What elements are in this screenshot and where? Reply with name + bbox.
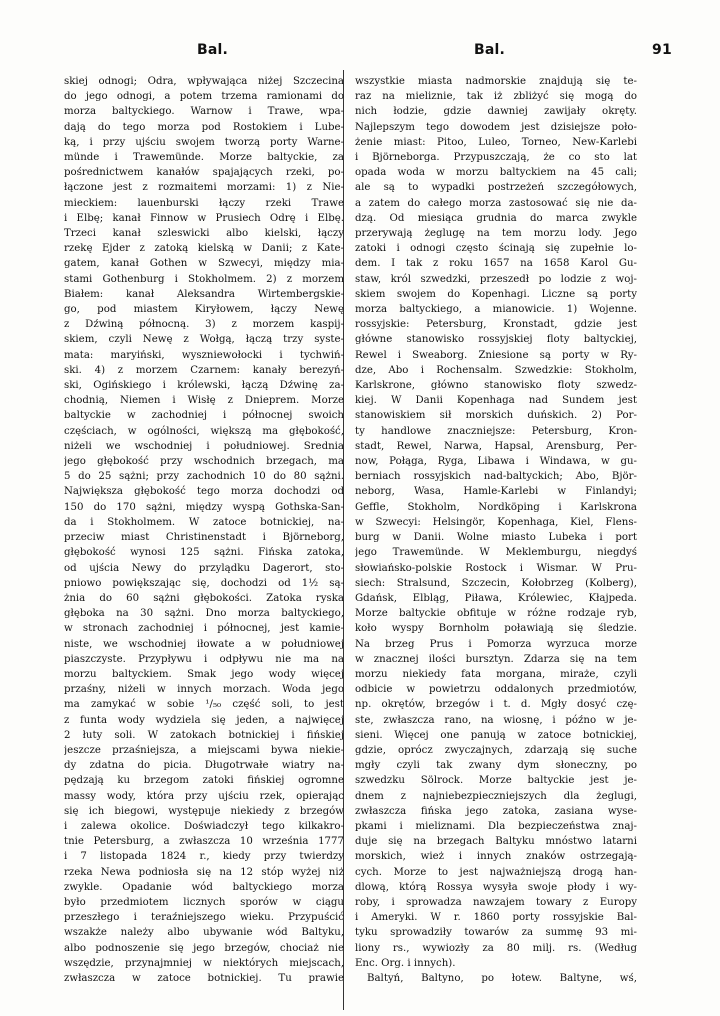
text-line: Geffle, Stokholm, Nordköping i Karlskrona <box>355 501 637 513</box>
text-line: częściach, w ogólności, większą ma głębokość, <box>64 425 344 437</box>
text-line: tnie Petersburg, a zwłaszcza 10 września 1777 <box>64 836 344 848</box>
text-line: od ujścia Newy do przylądku Dagerort, sto- <box>64 562 344 574</box>
text-line: i Björneborga. Przypuszczają, że co sto lat <box>355 152 637 164</box>
text-line: 150 do 170 sążni, między wyspą Gothska-San- <box>64 501 344 513</box>
text-line: massy wody, która przy ujściu rzek, opierając <box>64 790 344 802</box>
text-line: Karlskrone, główno stanowisko floty szwedz- <box>355 380 637 392</box>
text-line: dają do tego morza pod Rostokiem i Lube- <box>64 121 344 133</box>
text-line: zwłaszcza w zatoce botnickiej. Tu prawie <box>64 972 344 984</box>
text-line: koło wyspy Bornholm poławiają się śledzie. <box>355 623 637 635</box>
text-line: rossyjskie: Petersburg, Kronstadt, gdzie jest <box>355 319 637 331</box>
text-line: skiem swojem do Kopenhagi. Liczne są porty <box>355 288 637 300</box>
text-line: odbicie w powietrzu oddalonych przedmiotów, <box>355 684 637 696</box>
text-line: Największa głębokość tego morza dochodzi od <box>64 486 344 498</box>
text-line: morzu niekiedy fata morgana, miraże, czyli <box>355 668 637 680</box>
text-line: niżeli we wschodniej i południowej. Srednia <box>64 440 344 452</box>
text-line: dzą. Od miesiąca grudnia do marca zwykle <box>355 212 637 224</box>
text-line: pośrednictwem kanałów spajających rzeki, po- <box>64 167 344 179</box>
text-line: ski, Ogińskiego i królewski, łączą Dźwinę za- <box>64 380 344 392</box>
text-line: jego głębokość przy wschodnich brzegach, ma <box>64 456 344 468</box>
text-line: sieni. Więcej one panują w zatoce botnickiej, <box>355 729 637 741</box>
text-line: münde i Trawemünde. Morze baltyckie, za <box>64 152 344 164</box>
text-line: piaszczyste. Przypływu i odpływu nie ma na <box>64 653 344 665</box>
text-line: ale są to wypadki postrzeżeń szczegółowych, <box>355 182 637 194</box>
text-line: Gdańsk, Elbląg, Piława, Królewiec, Kłajpeda. <box>355 592 637 604</box>
text-line: skiem, czyli Newę z Wołgą, łączą trzy syste- <box>64 334 344 346</box>
text-line: Na brzeg Prus i Pomorza wyrzuca morze <box>355 638 637 650</box>
text-line: morskich, wież i innych znaków ostrzegają- <box>355 851 637 863</box>
page-number: 91 <box>652 42 672 58</box>
text-line: gdzie, oprócz zwyczajnych, zdarzają się suche <box>355 744 637 756</box>
text-line: z Dźwiną północną. 3) z morzem kaspij- <box>64 319 344 331</box>
text-line: morza baltyckiego, a mianowicie. 1) Wojenne. <box>355 304 637 316</box>
text-line: żenie miast: Pitoo, Luleo, Torneo, New-Karlebi <box>355 136 637 148</box>
text-line: zwłaszcza fińska jego zatoka, zasiana wyse- <box>355 805 637 817</box>
text-line: 5 do 25 sążni; przy zachodnich 10 do 80 sążni. <box>64 471 344 483</box>
text-line: da i Stokholmem. W zatoce botnickiej, na- <box>64 516 344 528</box>
text-line: i Ameryki. W r. 1860 porty rossyjskie Bal- <box>355 912 637 924</box>
text-line: duje się na brzegach Baltyku mnóstwo latarni <box>355 836 637 848</box>
text-line: niste, we wschodniej iłowate a w południowej <box>64 638 344 650</box>
text-line: cych. Morze to jest najważniejszą drogą han- <box>355 866 637 878</box>
text-line: Rewel i Sweaborg. Zniesione są porty w Ry- <box>355 349 637 361</box>
text-line: stanowiskiem sił morskich duńskich. 2) Por- <box>355 410 637 422</box>
text-line: Enc. Org. i innych). <box>355 957 456 969</box>
text-line: się ich biegowi, występuje niekiedy z brzegów <box>64 805 344 817</box>
text-line: Trzeci kanał szleswicki albo kielski, łączy <box>64 228 344 240</box>
text-line: stami Gothenburg i Stokholmem. 2) z morzem <box>64 273 344 285</box>
text-line: go, pod miastem Kiryłowem, łączy Newę <box>64 304 344 316</box>
text-line: w stronach zachodniej i północnej, jest kamie- <box>64 623 344 635</box>
text-line: 2 łuty soli. W zatokach botnickiej i fińskiej <box>64 729 344 741</box>
text-line: morza baltyckiego. Warnow i Trawe, wpa- <box>64 106 344 118</box>
text-line: dem. I tak z roku 1657 na 1658 Karol Gu- <box>355 258 637 270</box>
text-line: pniowo powiększając się, dochodzi od 1½ są- <box>64 577 344 589</box>
text-line: mgły czyli tak zwany dym słoneczny, po <box>355 760 637 772</box>
text-line: przeciw miast Christinenstadt i Björneborg, <box>64 532 344 544</box>
text-line: z funta wody wydziela się jeden, a najwięcej <box>64 714 344 726</box>
text-line: i Elbę; kanał Finnow w Prusiech Odrę i Elbę. <box>64 212 344 224</box>
text-line: Morze baltyckie obfituje w różne rodzaje ryb, <box>355 608 637 620</box>
text-line: ma zamykać w sobie ¹/₅₀ część soli, to jest <box>64 699 344 711</box>
text-line: ty handlowe znaczniejsze: Petersburg, Kron- <box>355 425 637 437</box>
text-line: przeszłego i teraźniejszego wieku. Przypuścić <box>64 912 344 924</box>
text-line: wszędzie, przynajmniej w niektórych miejscach, <box>64 957 344 969</box>
text-line: dnem z najniebezpieczniejszych dla żeglugi, <box>355 790 637 802</box>
text-line: ste, zwłaszcza rano, na wiosnę, i późno w je- <box>355 714 637 726</box>
text-line: szwedzku Sölrock. Morze baltyckie jest je- <box>355 775 637 787</box>
text-line: nich łodzie, gdzie dawniej zawijały okręty. <box>355 106 637 118</box>
text-line: dy zdatna do picia. Długotrwałe wiatry na- <box>64 760 344 772</box>
text-line: a zatem do całego morza zastosować się nie da- <box>355 197 637 209</box>
text-line: burg w Danii. Wolne miasto Lubeka i port <box>355 532 637 544</box>
text-line: zatoki i odnogi często ścinają się zupełnie lo- <box>355 243 637 255</box>
text-line: główne stanowisko rossyjskiej floty baltyckiej, <box>355 334 637 346</box>
text-line: i zalewa okolice. Doświadczył tego kilkakro- <box>64 820 344 832</box>
text-line: wszystkie miasta nadmorskie znajdują się te- <box>355 76 637 87</box>
text-line: ką, i przy ujściu swojem tworzą porty Warne- <box>64 136 344 148</box>
text-line: jego Trawemünde. W Meklemburgu, niegdyś <box>355 547 637 559</box>
text-line: Najlepszym tego dowodem jest dzisiejsze poło- <box>355 121 637 133</box>
text-line: neborg, Wasa, Hamle-Karlebi w Finlandyi; <box>355 486 637 498</box>
text-line: kiej. W Danii Kopenhaga nad Sundem jest <box>355 395 637 407</box>
text-line: było przedmiotem licznych sporów w ciągu <box>64 896 344 908</box>
text-line: żnia do 60 sążni głębokości. Zatoka ryska <box>64 592 344 604</box>
text-line: raz na mieliznie, tak iż zbliżyć się mogą do <box>355 91 637 103</box>
text-line: baltyckie w zachodniej i północnej swoich <box>64 410 344 422</box>
text-line: skiej odnogi; Odra, wpływająca niżej Szczecina <box>64 76 344 87</box>
text-line: głębokość wynosi 125 sążni. Fińska zatoka, <box>64 547 344 559</box>
text-line: dze, Abo i Rochensalm. Szwedzkie: Stokholm, <box>355 364 637 376</box>
text-line: staw, król szwedzki, przeszedł po lodzie z woj- <box>355 273 637 285</box>
text-line: rzekę Ejder z zatoką kielską w Danii; z Kate- <box>64 243 344 255</box>
text-line: dlową, którą Rossya wysyła swoje płody i wy- <box>355 881 637 893</box>
running-head-center: Bal. <box>474 42 506 58</box>
text-line: chodnią, Niemen i Wisłę z Dnieprem. Morze <box>64 395 344 407</box>
text-line: Białem: kanał Aleksandra Wirtembergskie- <box>64 288 344 300</box>
text-line: np. okrętów, brzegów i t. d. Mgły dosyć czę- <box>355 699 637 711</box>
text-line: i 7 listopada 1824 r., kiedy przy twierdzy <box>64 851 344 863</box>
text-line: roby, i sprowadza nawzajem towary z Europy <box>355 896 637 908</box>
text-line: berniach rossyjskich nad-baltyckich; Abo, Björ- <box>355 471 637 483</box>
text-line: w Szwecyi: Helsingör, Kopenhaga, Kiel, Flens- <box>355 516 637 528</box>
text-line: pkami i mieliznami. Dla bezpieczeństwa znaj- <box>355 820 637 832</box>
text-line: morzu baltyckiem. Smak jego wody więcej <box>64 668 344 680</box>
text-line: now, Połąga, Ryga, Libawa i Windawa, w gu- <box>355 456 637 468</box>
text-line: słowiańsko-polskie Rostock i Wismar. W Pru- <box>355 562 637 574</box>
text-line: mieckiem: lauenburski łączy rzeki Trawe <box>64 197 344 209</box>
text-line: Baltyń, Baltyno, po łotew. Baltyne, wś, <box>367 972 637 984</box>
text-line: stadt, Rewel, Narwa, Hapsal, Arensburg, Per- <box>355 440 637 452</box>
text-line: pędzają ku brzegom zatoki fińskiej ogromne <box>64 775 344 787</box>
text-line: zwykle. Opadanie wód baltyckiego morza <box>64 881 344 893</box>
text-line: mata: maryiński, wyszniewołocki i tychwiń- <box>64 349 344 361</box>
right-column <box>355 74 637 986</box>
text-line: liony rs., wywiozły za 80 milj. rs. (Według <box>355 942 637 954</box>
text-line: albo podnoszenie się jego brzegów, chociaż nie <box>64 942 344 954</box>
text-line: wszakże należy albo ubywanie wód Baltyku, <box>64 927 344 939</box>
text-line: jeszcze przaśniejsza, a miejscami bywa niekie- <box>64 744 344 756</box>
text-line: tyku sprowadziły towarów za summę 93 mi- <box>355 927 637 939</box>
text-line: do jego odnogi, a potem trzema ramionami do <box>64 91 344 103</box>
running-head-left: Bal. <box>197 42 229 58</box>
text-line: rzeka Newa podniosła się na 12 stóp wyżej niż <box>64 866 344 878</box>
text-line: gatem, kanał Gothen w Szwecyi, między mia- <box>64 258 344 270</box>
text-line: ski. 4) z morzem Czarnem: kanały berezyń- <box>64 364 344 376</box>
text-line: przerywają żeglugę na tem morzu lody. Jego <box>355 228 637 240</box>
text-line: w znacznej ilości bursztyn. Zdarza się na tem <box>355 653 637 665</box>
text-line: łączone jest z rozmaitemi morzami: 1) z Nie- <box>64 182 344 194</box>
text-line: przaśny, niżeli w innych morzach. Woda jego <box>64 684 344 696</box>
text-line: siech: Stralsund, Szczecin, Kołobrzeg (Kolberg), <box>355 577 637 589</box>
text-line: głęboka na 30 sążni. Dno morza baltyckiego, <box>64 608 344 620</box>
text-line: opada woda w morzu baltyckiem na 45 cali; <box>355 167 637 179</box>
left-column <box>64 74 344 986</box>
